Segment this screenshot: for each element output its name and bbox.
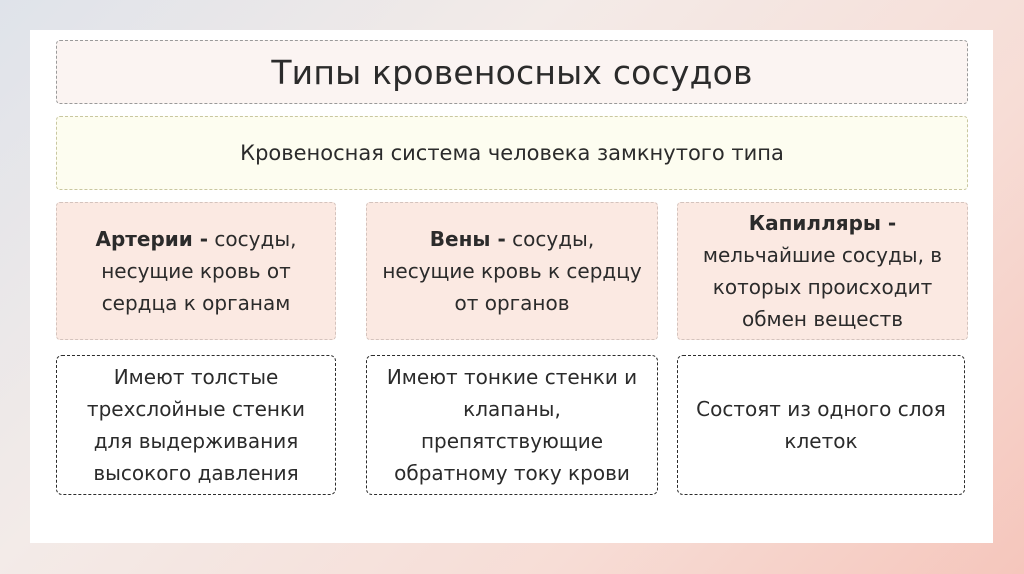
- vessel-name: Артерии -: [95, 227, 209, 251]
- vessel-card-capillaries: [677, 202, 968, 340]
- feature-card-capillaries: Состоят из одного слоя клеток: [677, 355, 965, 495]
- vessel-definition: [381, 223, 643, 319]
- feature-card-arteries: Имеют толстые трехслойные стенки для выдерживания высокого давления: [56, 355, 336, 495]
- feature-card-veins: Имеют тонкие стенки и клапаны, препятствующие обратному току крови: [366, 355, 658, 495]
- slide: [30, 30, 993, 543]
- vessel-definition-text: сосуды, несущие кровь от сердца к органам: [101, 227, 297, 315]
- vessel-name: Вены -: [429, 227, 506, 251]
- vessel-definition-text: сосуды, несущие кровь к сердцу от органов: [382, 227, 642, 315]
- vessel-definition: [71, 223, 321, 319]
- vessel-definition-text: мельчайшие сосуды, в которых происходит обмен веществ: [702, 243, 943, 331]
- slide-title: Типы кровеносных сосудов: [56, 40, 968, 104]
- vessel-card-arteries: [56, 202, 336, 340]
- vessel-name: Капилляры -: [748, 211, 897, 235]
- vessel-card-veins: [366, 202, 658, 340]
- vessel-definition: [692, 207, 953, 335]
- slide-subtitle: Кровеносная система человека замкнутого типа: [56, 116, 968, 190]
